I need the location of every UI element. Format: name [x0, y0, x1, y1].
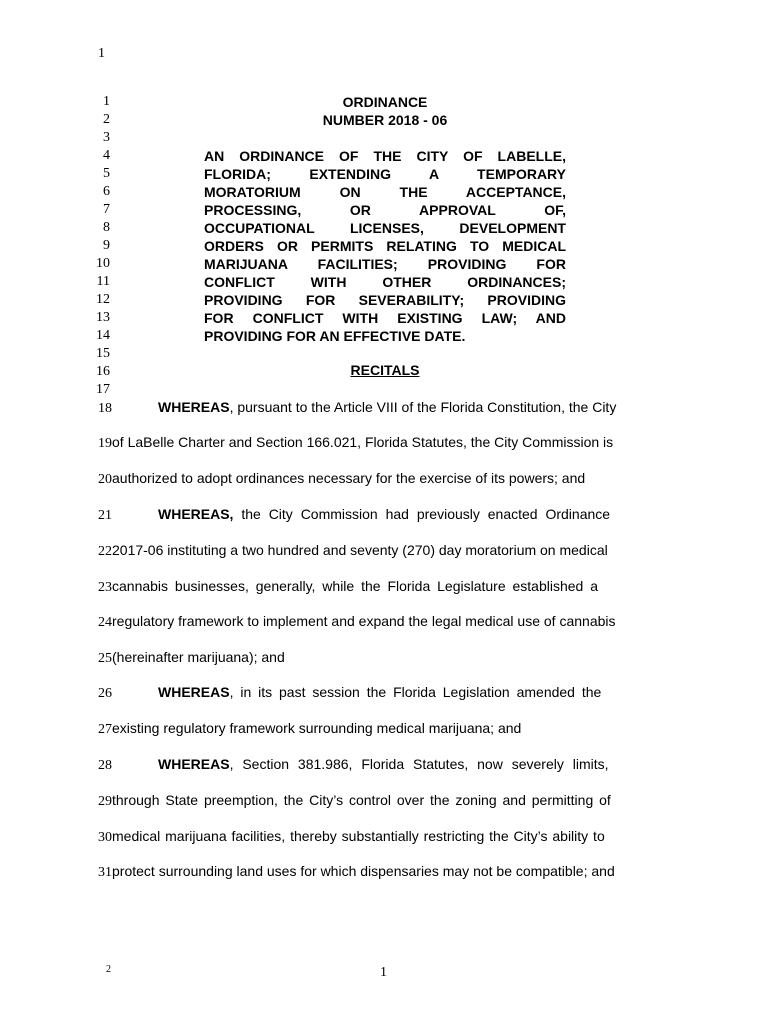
abstract-line: AN ORDINANCE OF THE CITY OF LABELLE, [204, 148, 566, 164]
body-text: , Section 381.986, Florida Statutes, now severely limits, [229, 756, 609, 772]
line-number: 18 [98, 401, 112, 416]
body-text: (hereinafter marijuana); and [112, 649, 285, 665]
body-line-30 [98, 826, 658, 846]
abstract-line: OCCUPATIONAL LICENSES, DEVELOPMENT [204, 220, 566, 236]
abstract-line: FOR CONFLICT WITH EXISTING LAW; AND [204, 310, 566, 326]
whereas-keyword: WHEREAS [158, 756, 230, 772]
line-number: 28 [98, 758, 112, 773]
line-number: 23 [98, 580, 112, 595]
body-text: of LaBelle Charter and Section 166.021, Florida Statutes, the City Commission is [112, 434, 614, 450]
line-number: 4 [103, 148, 110, 163]
line-number: 25 [98, 651, 112, 666]
body-line-31 [98, 861, 658, 881]
line-number: 3 [103, 130, 110, 145]
abstract-line: PROVIDING FOR AN EFFECTIVE DATE. [204, 328, 466, 344]
body-text: protect surrounding land uses for which dispensaries may not be compatible; and [112, 863, 615, 879]
body-text: medical marijuana facilities, thereby substantially restricting the City’s ability to [112, 828, 605, 844]
abstract-line: MARIJUANA FACILITIES; PROVIDING FOR [204, 256, 566, 272]
body-line-24 [98, 611, 658, 631]
body-line-22 [98, 540, 658, 560]
line-number: 19 [98, 436, 112, 451]
page-number: 1 [380, 965, 387, 980]
body-text: existing regulatory framework surrounding medical marijuana; and [112, 720, 522, 736]
body-line-21 [98, 504, 658, 524]
line-number: 1 [103, 94, 110, 109]
line-number: 10 [96, 256, 110, 271]
abstract-line: ORDERS OR PERMITS RELATING TO MEDICAL [204, 238, 566, 254]
body-line-27 [98, 718, 658, 738]
header-line-number: 1 [98, 46, 105, 61]
body-line-26 [98, 682, 658, 702]
line-number: 29 [98, 794, 112, 809]
line-number: 7 [103, 202, 110, 217]
recitals-heading: RECITALS [350, 362, 420, 378]
line-number: 21 [98, 508, 112, 523]
line-number: 27 [98, 722, 112, 737]
line-number: 2 [103, 112, 110, 127]
body-line-19 [98, 432, 658, 452]
line-number: 31 [98, 865, 112, 880]
abstract-line: CONFLICT WITH OTHER ORDINANCES; [204, 274, 566, 290]
abstract-line: PROVIDING FOR SEVERABILITY; PROVIDING [204, 292, 566, 308]
body-text: cannabis businesses, generally, while the Florida Legislature established a [112, 578, 599, 594]
body-text: the City Commission had previously enacted Ordinance [233, 506, 611, 522]
line-number: 14 [96, 328, 110, 343]
body-text: , pursuant to the Article VIII of the Florida Constitution, the City [229, 399, 617, 415]
line-number: 15 [96, 346, 110, 361]
line-number: 17 [96, 382, 110, 397]
line-number: 13 [96, 310, 110, 325]
body-text: regulatory framework to implement and expand the legal medical use of cannabis [112, 613, 616, 629]
body-line-18 [98, 397, 658, 417]
line-number: 20 [98, 472, 112, 487]
body-text: through State preemption, the City’s control over the zoning and permitting of [112, 792, 611, 808]
abstract-line: PROCESSING, OR APPROVAL OF, [204, 202, 566, 218]
abstract-line: MORATORIUM ON THE ACCEPTANCE, [204, 184, 566, 200]
body-line-23 [98, 576, 658, 596]
whereas-keyword: WHEREAS [158, 399, 230, 415]
line-number: 12 [96, 292, 110, 307]
line-number: 8 [103, 220, 110, 235]
whereas-keyword: WHEREAS [158, 684, 230, 700]
line-number: 16 [96, 364, 110, 379]
line-number: 24 [98, 615, 112, 630]
body-text: 2017-06 instituting a two hundred and seventy (270) day moratorium on medical [112, 542, 608, 558]
line-number: 22 [98, 544, 112, 559]
ordinance-number: NUMBER 2018 - 06 [322, 112, 448, 128]
body-text: , in its past session the Florida Legislation amended the [229, 684, 602, 700]
body-line-28 [98, 754, 658, 774]
body-text: authorized to adopt ordinances necessary for the exercise of its powers; and [112, 470, 586, 486]
whereas-keyword: WHEREAS, [158, 506, 234, 522]
line-number: 5 [103, 166, 110, 181]
body-line-25 [98, 647, 658, 667]
line-number: 26 [98, 686, 112, 701]
ordinance-title: ORDINANCE [342, 94, 428, 110]
ordinance-abstract [204, 147, 566, 345]
body-line-20 [98, 468, 658, 488]
line-number: 30 [98, 830, 112, 845]
body-line-29 [98, 790, 658, 810]
footer-line-number: 2 [106, 964, 111, 975]
line-number: 6 [103, 184, 110, 199]
line-number: 9 [103, 238, 110, 253]
line-number: 11 [96, 274, 110, 289]
abstract-line: FLORIDA; EXTENDING A TEMPORARY [204, 166, 566, 182]
